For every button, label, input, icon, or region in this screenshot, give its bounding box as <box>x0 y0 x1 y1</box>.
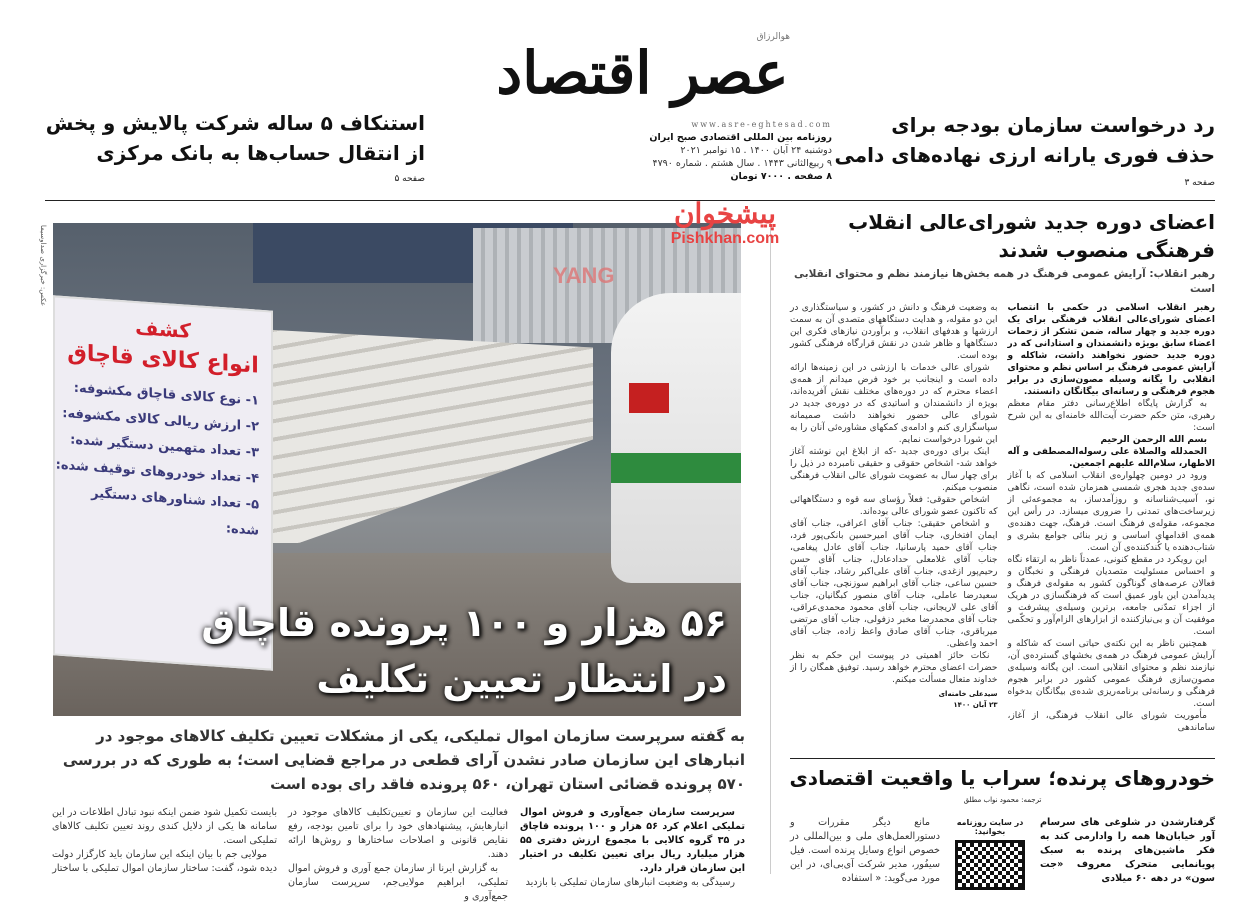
council-subtitle: رهبر انقلاب: آرایش عمومی فرهنگ در همه بخش‌ها نیازمند نظم و محتوای انقلابی است <box>794 268 1215 295</box>
banner-top: کشف <box>135 315 191 343</box>
logo-text: عصر اقتصاد <box>496 39 789 107</box>
council-paragraph: همچنین ناظر به این نکته‌ی حیاتی است که شاکله و آرایش عمومی فرهنگ در همه‌ی بخشهای گسترده‌ی آن، نیازمند نظم و محتوای انقلابی است. این یگانه وسیله‌ی مصون‌سازی فرهنگ عمومی کشور در برابر هجوم فرهنگی و رسانه‌ئی برنامه‌ریزی شده‌ی بیگانگان بدخواه است. <box>1007 639 1215 709</box>
tagline: روزنامه بین المللی اقتصادی صبح ایران <box>649 132 832 143</box>
byline: ترجمه: محمود نواب مطلق <box>963 796 1042 804</box>
main-col-1 <box>520 806 745 890</box>
signature-date: ۲۳ آبان ۱۴۰۰ <box>953 701 998 709</box>
flying-cars-lead: گرفتارشدن در شلوغی های سرسام آور خیابان‌ها همه را وادارمی کند به فکر ماشین‌های پرنده به سبک پویانمایی متحرک معروف «جت سون» در دهه ۶۰ میلادی <box>1040 817 1215 884</box>
banner-item: ۳- تعداد متهمین دستگیر شده: <box>70 432 259 461</box>
banner-item: ۴- تعداد خودروهای توقیف شده: <box>55 457 259 487</box>
issue-line: ۹ ربیع‌الثانی ۱۴۴۳ . سال هشتم . شماره ۴۷۹۰ <box>652 158 832 169</box>
flying-cars-headline: خودروهای پرنده؛ سراب یا واقعیت اقتصادی <box>789 766 1215 790</box>
council-headline: اعضای دوره جدید شورای‌عالی انقلاب فرهنگی منصوب شدند <box>848 210 1215 262</box>
main-col-text: فعالیت این سازمان و تعیین‌تکلیف کالاهای موجود در انبارهایش، پیشنهادهای خود را برای تامین بودجه، رفع نقایص قانونی و اصلاحات ساختارها و روش‌ها ارائه دهند. <box>288 807 508 860</box>
invocation: هوالرزاق <box>756 32 790 42</box>
council-paragraph: و اشخاص حقیقی: جناب آقای اعرافی، جناب آقای ایمان افتخاری، جناب آقای امیرحسین بانکی‌پور فرد، جناب آقای حمید پارسانیا، جناب آقای عادل پیغامی، جناب آقای غلامعلی حدادعادل، جناب آقای حسن رحیم‌پور ازغدی، جناب آقای علی‌اکبر رشاد، جناب آقای حسین ساعی، جناب آقای ابراهیم سوزنچی، جناب آقای سعیدرضا عاملی، جناب آقای منصور کبگانیان، جناب آقای علی لاریجانی، جناب آقای محمود محمدی‌عراقی، جناب آقای محمدرضا مخبر دزفولی، جناب آقای مرتضی میرباقری، جناب آقای صادق واعظ زاده، جناب آقای احمد واعظی. <box>790 519 998 649</box>
qr-block[interactable] <box>945 818 1035 890</box>
banner-title: انواع کالای قاچاق <box>67 340 259 379</box>
council-paragraph: ورود در دومین چهلواره‌ی انقلاب اسلامی که با آغاز سده‌ی جدید هجری شمسی همزمان شده است، نگاهی نو، آسیب‌شناسانه و روزآمدساز، به مجموعه‌ئی از زیرساخت‌های تمدنی را ضروری میسازد. در رأس این مجموعه، مقوله‌ی فرهنگ است. فرهنگ، جهت دهنده‌ی همه‌ی اقدامهای اساسی و زیر بنائی جوامع بشری و شتاب‌دهنده یا کُندکننده‌ی آن است. <box>1007 471 1215 553</box>
banner-item: ۱- نوع کالای قاچاق مکشوفه: <box>73 380 259 409</box>
headline-line: از انتقال حساب‌ها به بانک مرکزی <box>96 141 425 165</box>
main-story-lead: به گفته سرپرست سازمان اموال تملیکی، یکی از مشکلات تعیین تکلیف کالاهای موجود در انبارهای این سازمان صادر نشدن آرای قطعی در مراجع قضایی است؛ به طوری که در بررسی ۵۷۰ پرونده قضائی استان تهران، ۵۶۰ پرونده فاقد رای بوده است <box>62 727 745 793</box>
council-paragraph: الحمدلله والصلاة علی رسوله‌المصطفی و آله الاطهار، سلام‌الله علیهم اجمعین. <box>1007 447 1215 469</box>
main-col-text: بایست تکمیل شود ضمن اینکه نبود تبادل اطلاعات در این سامانه ها یکی از دلایل کندی روند تعیین تکلیف کالاهای تملیکی است. <box>52 807 277 846</box>
masthead-divider <box>45 200 1215 201</box>
watermark-en: Pishkhan.com <box>670 230 780 247</box>
council-paragraph: به گزارش پایگاه اطلاع‌رسانی دفتر مقام معظم رهبری، متن حکم حضرت آیت‌الله خامنه‌ای به این شرح است: <box>1007 399 1215 433</box>
column-divider <box>770 223 771 874</box>
main-col-text: رسیدگی به وضعیت انبارهای سازمان تملیکی با بازدید <box>525 877 735 888</box>
headline-line: رد درخواست سازمان بودجه برای <box>891 113 1215 137</box>
car-stripe <box>611 453 741 483</box>
top-left-headline[interactable] <box>40 108 425 184</box>
qr-label: در سایت روزنامه بخوانید: <box>956 818 1024 836</box>
watermark-fa: پیشخوان <box>673 197 777 230</box>
date-line: دوشنبه ۲۴ آبان ۱۴۰۰ . ۱۵ نوامبر ۲۰۲۱ <box>680 145 832 156</box>
signature: سیدعلی خامنه‌ای <box>938 690 998 698</box>
flying-cars-story[interactable] <box>790 763 1215 804</box>
page-reference: صفحه ۳ <box>1184 178 1215 188</box>
council-paragraph: اینک برای دوره‌ی جدید -که از ابلاغ این نوشته آغاز خواهد شد- اشخاص حقوقی و حقیقی نامبرده در ذیل را برای چهار سال به عضویت شورای عالی انقلاب فرهنگی منصوب میکنم. <box>790 447 998 493</box>
masthead-info <box>640 118 832 183</box>
council-paragraph: این رویکرد در مقطع کنونی، عمدتاً ناظر به ارتقاء نگاه و احساس مسئولیت متصدیان فرهنگی و نخبگان و فعالان عرصه‌های گوناگون کشور به مقوله‌ی فرهنگ و پدیدآمدن این باور عمیق است که فرهنگسازی در هریک از اجزاء تمدّنی جامعه، برترین وسیله‌ی پیشرفت و موفقیت آن و بی‌نیازکننده از ابزارهای الزام‌آور و تحکّمی است. <box>1007 555 1215 637</box>
council-lead: رهبر انقلاب اسلامی در حکمی با انتصاب اعضای شورای‌عالی انقلاب فرهنگی برای یک دوره جدید و چهار ساله، ضمن تشکر از زحمات اعضاء سابق بویژه دانشمندان و استادانی که در دوره جدید حضور نخواهند داشت، شاکله و آرایش عمومی فرهنگ بر اساس نظم و محتوای انقلابی را یگانه وسیله مصون‌سازی در برابر هجوم فرهنگی و رسانه‌ای بیگانگان دانستند. <box>1007 303 1215 397</box>
council-body <box>790 302 1215 754</box>
photo-headline-line: ۵۶ هزار و ۱۰۰ پرونده قاچاق <box>201 601 727 645</box>
headline-line: حذف فوری یارانه ارزی نهاده‌های دامی <box>834 143 1215 167</box>
council-story[interactable] <box>790 208 1215 754</box>
website-url: www.asre-eghtesad.com <box>691 120 832 129</box>
main-col-text: مولایی جم با بیان اینکه این سازمان باید کارگزار دولت دیده شود، گفت: ساختار سازمان اموال تملیکی با ساختار <box>52 849 277 874</box>
top-right-headline[interactable] <box>834 110 1215 188</box>
photo-headline <box>201 595 727 707</box>
banner-item: ۲- ارزش ریالی کالای مکشوفه: <box>62 405 259 435</box>
photo-credit: عکس: خبرگزاری صداوسیما <box>39 225 47 307</box>
main-col-lead: سرپرست سازمان جمع‌آوری و فروش اموال تملیکی اعلام کرد ۵۶ هزار و ۱۰۰ پرونده قاچاق در ۳۵ گروه کالایی با مجموع ارزش دفتری ۵۵ هزار میلیارد ریال برای تعیین تکلیف در اختیار این سازمان قرار دارد. <box>520 807 745 874</box>
council-paragraph: اشخاص حقوقی: فعلاً رؤسای سه قوه و دستگاههائی که تاکنون عضو شورای عالی بوده‌اند. <box>790 495 998 517</box>
banner-item: ۵- تعداد شناورهای دستگیر شده: <box>91 485 259 539</box>
qr-code-icon[interactable] <box>955 840 1025 890</box>
page-reference: صفحه ۵ <box>394 174 425 184</box>
council-paragraph: به وضعیت فرهنگ و دانش در کشور، و سیاستگذاری در این دو مقوله، و هدایت دستگاههای متصدی آن به سمت ارزشها و هدفهای انقلاب، و برآوردن نیازهای فکری این دستگاهها و ظاهر شدن در نقش قرارگاه فرهنگی کشور بوده است. <box>790 303 998 361</box>
council-paragraph: نکات حائز اهمیتی در پیوست این حکم به نظر حضرات اعضای محترم خواهد رسید. توفیق همگان را از خداوند متعال مسألت میکنم. <box>790 651 998 685</box>
police-car <box>611 293 741 583</box>
main-col-text: به گزارش ایرنا از سازمان جمع آوری و فروش اموال تملیکی، ابراهیم مولایی‌جم، سرپرست سازمان جمع‌آوری و <box>288 863 508 902</box>
council-paragraph: بسم الله الرحمن الرحیم <box>1100 435 1207 445</box>
car-taillight <box>629 383 669 413</box>
headline-line: استنکاف ۵ ساله شرکت پالایش و پخش <box>45 111 425 135</box>
price-line: ۸ صفحه . ۷۰۰۰ تومان <box>730 171 832 182</box>
main-col-2 <box>288 806 508 904</box>
main-col-3 <box>52 806 277 876</box>
container-sign: YANG <box>553 263 615 288</box>
photo-headline-line: در انتظار تعیین تکلیف <box>316 657 727 701</box>
pishkhan-watermark <box>660 198 790 248</box>
council-paragraph: مأموریت شورای عالی انقلاب فرهنگی، از آغاز، ساماندهی <box>1007 711 1215 733</box>
flying-cars-col: مانع دیگر مقررات و دستورالعمل‌های ملی و بین‌المللی در خصوص انواع وسایل پرنده است. فیل سیفُور، مدیر شرکت آی‌بی‌ای، در این مورد می‌گوید: « استفاده <box>790 817 940 884</box>
lead-photo[interactable] <box>53 223 741 716</box>
council-paragraph: شورای عالی خدمات با ارزشی در این زمینه‌ها ارائه داده است و اینجانب بر خود فرض میدانم از همه‌ی اعضاء محترم که در دوره‌های مختلف نقش آفریده‌اند، بویژه از دانشمندان و اساتیدی که در دوره‌ی جدید در شورای عالی حضور نخواهند داشت صمیمانه سپاسگزاری کنم و ادامه‌ی کمکهای مشاوره‌ئی آنان را به این شورا درخواست نمایم. <box>790 363 998 445</box>
newspaper-logo <box>435 28 850 118</box>
section-divider <box>790 758 1215 759</box>
